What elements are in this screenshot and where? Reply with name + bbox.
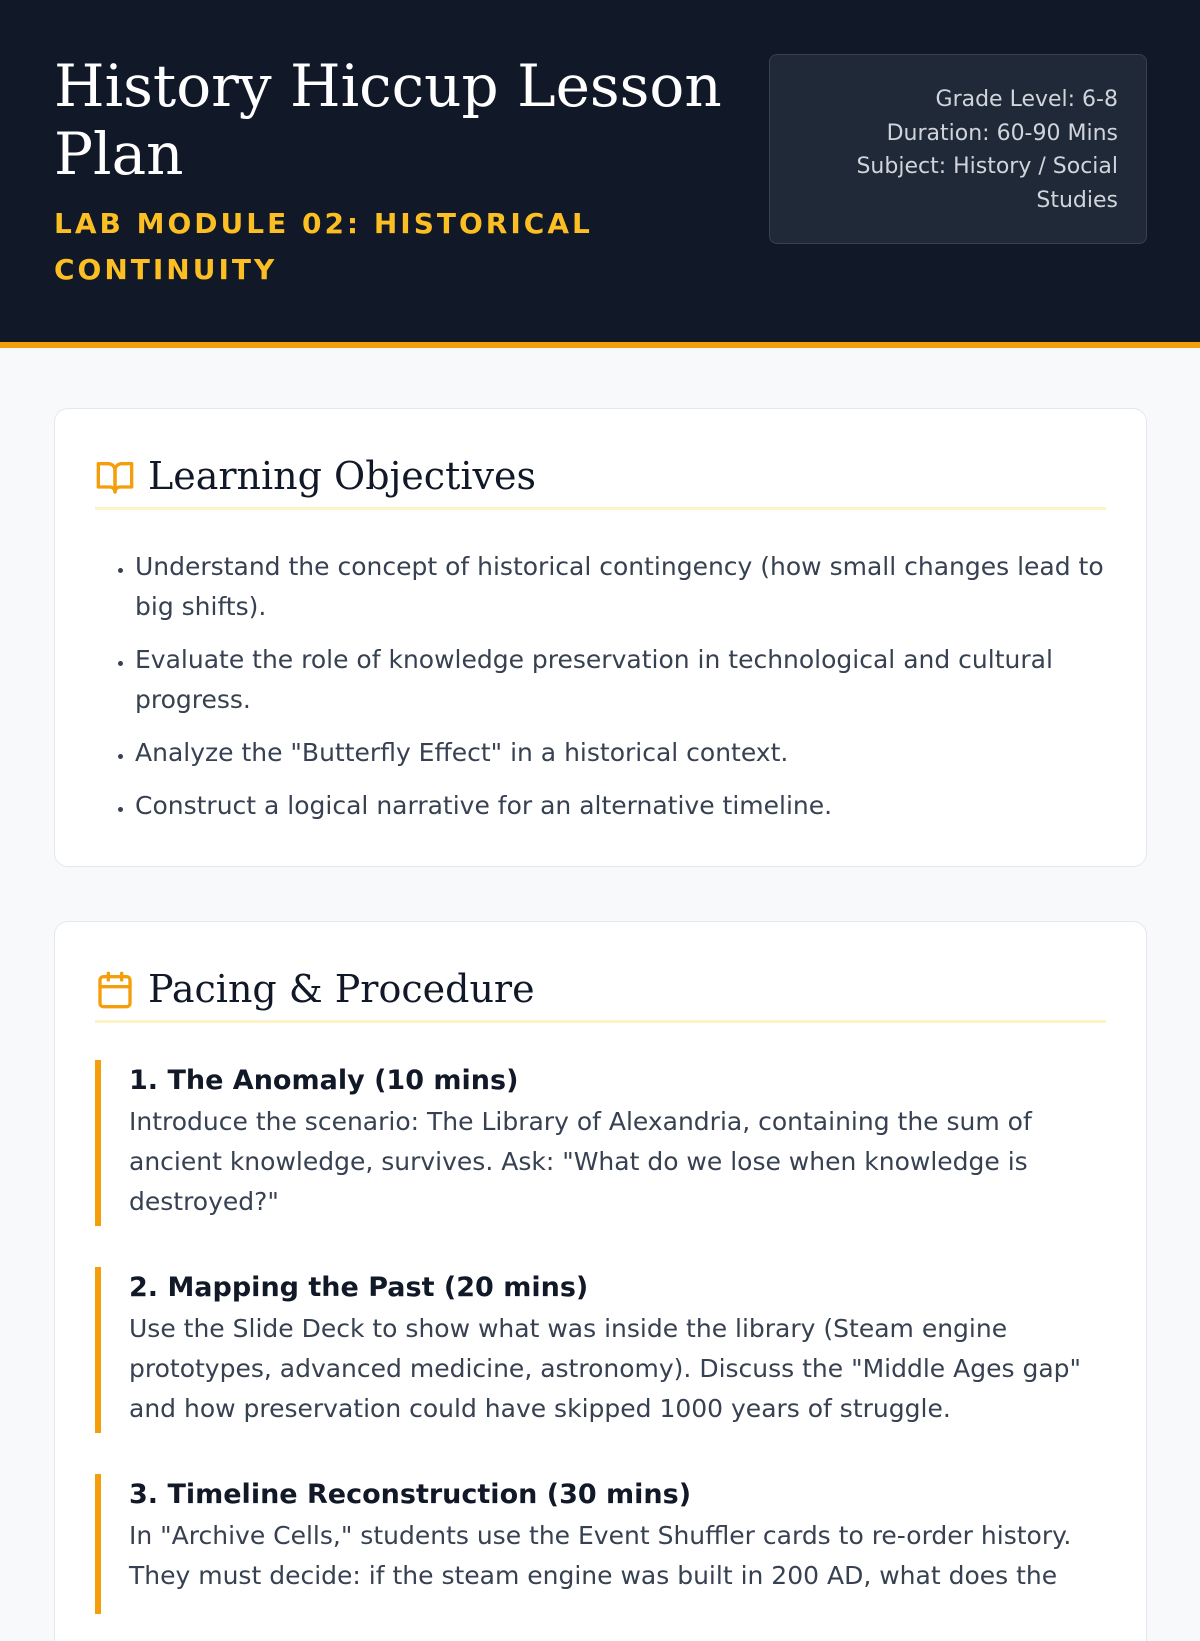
objective-item: • Evaluate the role of knowledge preservation in technological and cultural progress.	[135, 640, 1115, 720]
objectives-list	[135, 547, 1115, 839]
learning-objectives-heading-row	[95, 447, 1106, 510]
step-title: 1. The Anomaly (10 mins)	[129, 1065, 519, 1096]
grade-level: Grade Level: 6-8	[935, 87, 1118, 112]
procedure-step	[95, 1474, 1105, 1614]
pacing-procedure-card	[54, 921, 1147, 1641]
pacing-heading: Pacing & Procedure	[148, 967, 535, 1011]
learning-objectives-heading: Learning Objectives	[148, 454, 536, 498]
objective-item: • Construct a logical narrative for an alternative timeline.	[135, 786, 1115, 826]
subject: Subject: History / Social Studies	[856, 154, 1118, 213]
module-subtitle: LAB MODULE 02: HISTORICAL CONTINUITY	[54, 207, 593, 286]
page-header	[0, 0, 1200, 348]
duration: Duration: 60-90 Mins	[886, 120, 1118, 146]
procedure-step	[95, 1060, 1105, 1226]
objective-item: • Analyze the "Butterfly Effect" in a historical context.	[135, 733, 1115, 773]
procedure-step	[95, 1267, 1105, 1433]
step-title: 3. Timeline Reconstruction (30 mins)	[129, 1479, 692, 1510]
pacing-heading-row	[95, 960, 1106, 1023]
objective-item: • Understand the concept of historical contingency (how small changes lead to big shifts).	[135, 547, 1115, 627]
lesson-meta-box	[769, 54, 1147, 244]
book-open-icon	[95, 457, 135, 497]
calendar-icon	[95, 970, 135, 1010]
page-title: History Hiccup Lesson Plan	[54, 52, 722, 188]
step-text: Introduce the scenario: The Library of Alexandria, containing the sum of ancient knowledge, survives. Ask: "What do we lose when knowledge is destroyed?"	[129, 1107, 1032, 1216]
step-title: 2. Mapping the Past (20 mins)	[129, 1272, 589, 1303]
learning-objectives-card	[54, 408, 1147, 867]
step-text: In "Archive Cells," students use the Event Shuffler cards to re-order history. They must decide: if the steam engine was built in 200 AD, what does the	[129, 1521, 1072, 1590]
step-text: Use the Slide Deck to show what was inside the library (Steam engine prototypes, advanced medicine, astronomy). Discuss the "Middle Ages gap" and how preservation could have skipped 1000 years of struggle.	[129, 1314, 1082, 1423]
